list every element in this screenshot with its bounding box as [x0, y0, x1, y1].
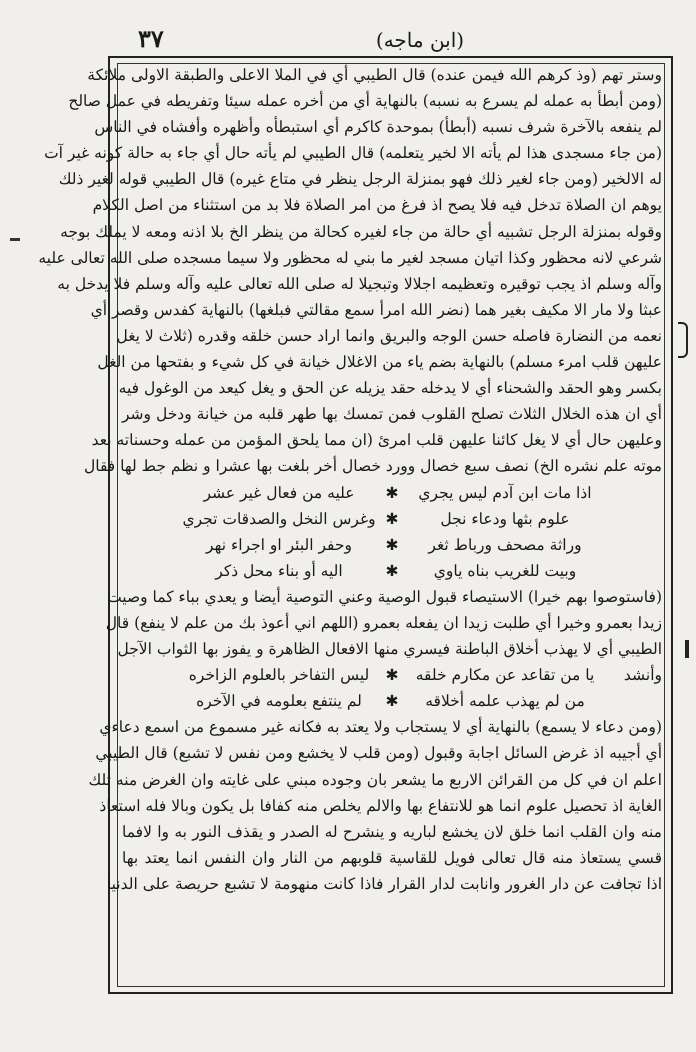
verse-hemistich-left: عليه من فعال غير عشر [203, 483, 355, 502]
text-line: (ومن أبطأ به عمله لم يسرع به نسبه) بالنهاية أي من أخره عمله سيئا وتفريطه في عمل صالح [68, 92, 662, 111]
text-line: أي ان هذه الخلال الثلاث تصلح القلوب فمن تمسك بها طهر قلبه من خيانة ودخل وشر [122, 405, 662, 424]
text-line: الطيبي أي لا يهذب أخلاق الباطنة فيسري منها الافعال الظاهرة و يفوز بها الثواب الآجل [117, 640, 662, 659]
verse-hemistich-left: ليس التفاخر بالعلوم الزاخره [188, 666, 370, 685]
verse-hemistich-left: لم ينتفع بعلومه في الآخره [196, 692, 362, 711]
text-line: وآله وسلم اذ يجب توقيره وتعظيمه اجلالا وتبجيلا له صلى الله تعالى عليه وآله وسلم فلا يدخل به [57, 274, 662, 293]
text-line: اعلم ان في كل من القرائن الاربع ما يشعر بان وجوده مبني على غايته وان الغرض منه تلك [88, 770, 662, 789]
text-line: (فاستوصوا بهم خيرا) الاستيصاء قبول الوصية وعني التوصية أيضا و يعدي بباء كما وصيت [107, 587, 662, 606]
poem-verse [122, 688, 662, 714]
page-header-title: (ابن ماجه) [375, 28, 465, 52]
text-line: (من جاء مسجدى هذا لم يأته الا لخير يتعلمه) قال الطيبي لم يأته حال أي جاء به حالة كونه غير آت [44, 144, 662, 163]
verse-separator-star-icon: ✱ [385, 561, 399, 580]
text-line: بكسر وهو الحقد والشحناء أي لا يدخله حقد يزيله عن الحق و يغل كيعد من الوغول فيه [118, 379, 662, 398]
text-line: نعمه من النضارة فاصله حسن الوجه والبريق وانما اراد حسن خلقه وقدره (ثلاث لا يغل [116, 326, 662, 345]
commentary-text [38, 62, 662, 897]
text-line: منه وان القلب انما خلق لان يخشع لباريه و ينشرح له الصدر و يقذف النور به وا لافما [122, 822, 662, 841]
text-line: لم ينفعه بالآخرة شرف نسبه (أبطأ) بموحدة كاكرم أي استبطأه وأظهره وأفشاه في الناس [94, 118, 662, 137]
verse-hemistich-left: اليه أو بناء محل ذكر [215, 561, 343, 580]
margin-tick-mark [685, 640, 689, 658]
text-line: قسي يستعاذ منه قال تعالى فويل للقاسية قلوبهم من النار وان النفس انما يعتد بها [122, 848, 662, 867]
text-line: شرعي لانه محظور وكذا اتيان مسجد لغير ما بني له محظور ولا سيما مسجده صلى الله تعالى عليه [38, 248, 662, 267]
text-line: وعليهن حال أي لا يغل كائنا عليهن قلب امرئ (ان مما يلحق المؤمن من عمله وحسناته بعد [91, 431, 662, 450]
margin-dash-mark [10, 238, 20, 241]
text-line: وقوله بمنزلة الرجل تشبيه أي حالة من جاء لغيره كحالة من ينظر الخ بلا اذنه ومعه لا يملك بوجه [60, 222, 662, 241]
verse-hemistich-left: وغرس النخل والصدقات تجري [182, 509, 376, 528]
text-line: أي أجيبه اذ غرض السائل اجابة وقبول (ومن قلب لا يخشع ومن نفس لا تشبع) قال الطيبي [95, 744, 662, 763]
verse-hemistich-right: وراثة مصحف ورباط ثغر [428, 535, 582, 554]
verse-separator-star-icon: ✱ [385, 666, 399, 685]
verse-hemistich-right: يا من تقاعد عن مكارم خلقه [415, 666, 595, 685]
verse-separator-star-icon: ✱ [385, 509, 399, 528]
poem-verse [122, 662, 662, 688]
verse-hemistich-right: من لم يهذب علمه أخلاقه [425, 692, 585, 711]
poem-verse [122, 532, 662, 558]
poem-intro-label: وأنشد [623, 666, 662, 685]
verse-hemistich-right: اذا مات ابن آدم ليس يجري [418, 483, 592, 502]
text-line: الغاية اذ تحصيل علوم انما هو للانتفاع بها والالم يخلص منه كفافا بل يكون وبالا فله استعاذ [99, 796, 662, 815]
text-line: زيدا بعمرو وخيرا أي طلبت زيدا ان يفعله بعمرو (اللهم اني أعوذ بك من علم لا ينفع) قال [105, 613, 662, 632]
text-line: موته علم نشره الخ) نصف سبع خصال وورد خصال أخر بلغت بها عشرا و نظم جط لها فقال [83, 457, 662, 476]
page-number: ٣٧ [138, 24, 164, 53]
poem-verse [122, 558, 662, 584]
text-line: عبثا ولا مار الا مكيف بغير هما (نضر الله امرأ سمع مقالتي فبلغها) بالنهاية كفدس وقصر أي [90, 300, 662, 319]
margin-bracket-mark [678, 322, 688, 358]
verse-separator-star-icon: ✱ [385, 483, 399, 502]
poem-verse [122, 506, 662, 532]
text-line: عليهن قلب امرء مسلم) بالنهاية بضم ياء من الاغلال خيانة في كل شيء و بفتحها من الغل [97, 353, 662, 372]
verse-hemistich-right: علوم بثها ودعاء نجل [440, 509, 570, 528]
text-line: وستر تهم (وذ كرهم الله فيمن عنده) قال الطيبي أي في الملا الاعلى والطبقة الاولى ملائكة [87, 66, 662, 84]
verse-separator-star-icon: ✱ [385, 535, 399, 554]
verse-separator-star-icon: ✱ [385, 692, 399, 711]
text-line: له الالخير (ومن جاء لغير ذلك فهو بمنزلة الرجل ينظر في متاع غيره) قال الطيبي قوله لغير ذلك [58, 170, 662, 189]
verse-hemistich-left: وحفر البئر او اجراء نهر [206, 535, 352, 554]
text-line: يوهم ان الصلاة تدخل فيه فلا يصح اذ فرغ من امر الصلاة فلا بد من استثناء من اصل الكلام [92, 196, 662, 215]
text-line: اذا تجافت عن دار الغرور وانابت لدار القرار فاذا كانت منهومة لا تشبع حريصة على الدنيا [106, 874, 662, 893]
verse-hemistich-right: وبيت للغريب بناه ياوي [433, 561, 577, 580]
poem-verse [122, 480, 662, 506]
text-line: (ومن دعاء لا يسمع) بالنهاية أي لا يستجاب ولا يعتد به فكانه غير مسموع من اسمع دعاءي [99, 718, 662, 737]
